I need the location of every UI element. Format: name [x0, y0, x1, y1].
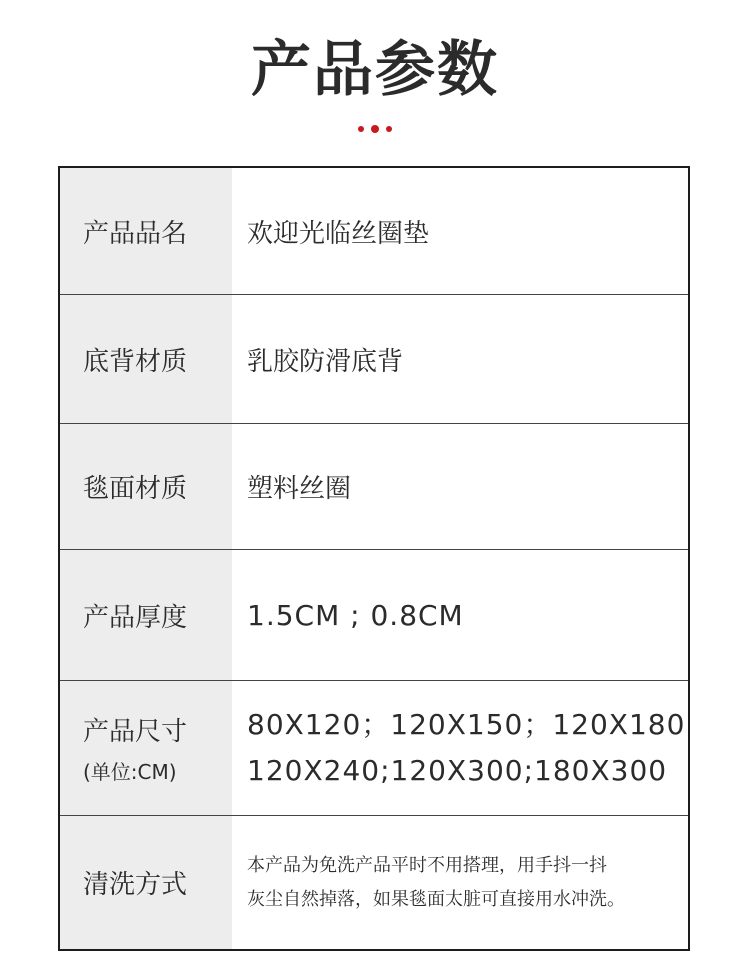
- title-decoration: [0, 126, 750, 133]
- spec-row-surface-material: [60, 424, 688, 550]
- decoration-dot: [386, 126, 392, 132]
- spec-value-text: 塑料丝圈: [247, 474, 352, 504]
- spec-row-thickness: [60, 550, 688, 681]
- spec-label: [60, 168, 232, 294]
- spec-row-cleaning: [60, 816, 688, 949]
- page-title: 产品参数: [251, 35, 499, 105]
- spec-value: [232, 168, 688, 294]
- spec-value: [232, 550, 688, 680]
- decoration-dot: [371, 125, 379, 133]
- spec-value-line: 本产品为免洗产品平时不用搭理，用手抖一抖: [247, 854, 607, 876]
- spec-row-product-name: [60, 168, 688, 295]
- spec-row-size: [60, 681, 688, 816]
- spec-table: [58, 166, 690, 951]
- spec-label: [60, 681, 232, 815]
- spec-value-text: 1.5CM ; 0.8CM: [247, 598, 464, 632]
- spec-label: [60, 550, 232, 680]
- spec-value: [232, 681, 688, 815]
- spec-label: [60, 816, 232, 949]
- spec-value: [232, 295, 688, 423]
- spec-sublabel-unit: (单位:CM): [83, 760, 177, 784]
- spec-label: [60, 424, 232, 549]
- spec-value: [232, 816, 688, 949]
- spec-value-line: 120X240;120X300;180X300: [247, 754, 668, 787]
- spec-row-backing-material: [60, 295, 688, 424]
- spec-label-text: 毯面材质: [83, 474, 188, 504]
- spec-value-line: 80X120；120X150；120X180: [247, 708, 686, 741]
- spec-label-text: 产品尺寸: [83, 717, 188, 747]
- spec-label-text: 产品厚度: [83, 602, 188, 633]
- spec-value-text: 欢迎光临丝圈垫: [247, 218, 430, 249]
- spec-label-text: 产品品名: [83, 218, 188, 249]
- decoration-dot: [358, 126, 364, 132]
- spec-label: [60, 295, 232, 423]
- spec-value: [232, 424, 688, 549]
- spec-value-line: 灰尘自然掉落，如果毯面太脏可直接用水冲洗。: [247, 888, 625, 910]
- spec-value-text: 乳胶防滑底背: [247, 346, 404, 377]
- spec-label-text: 清洗方式: [83, 870, 188, 900]
- spec-label-text: 底背材质: [83, 346, 188, 377]
